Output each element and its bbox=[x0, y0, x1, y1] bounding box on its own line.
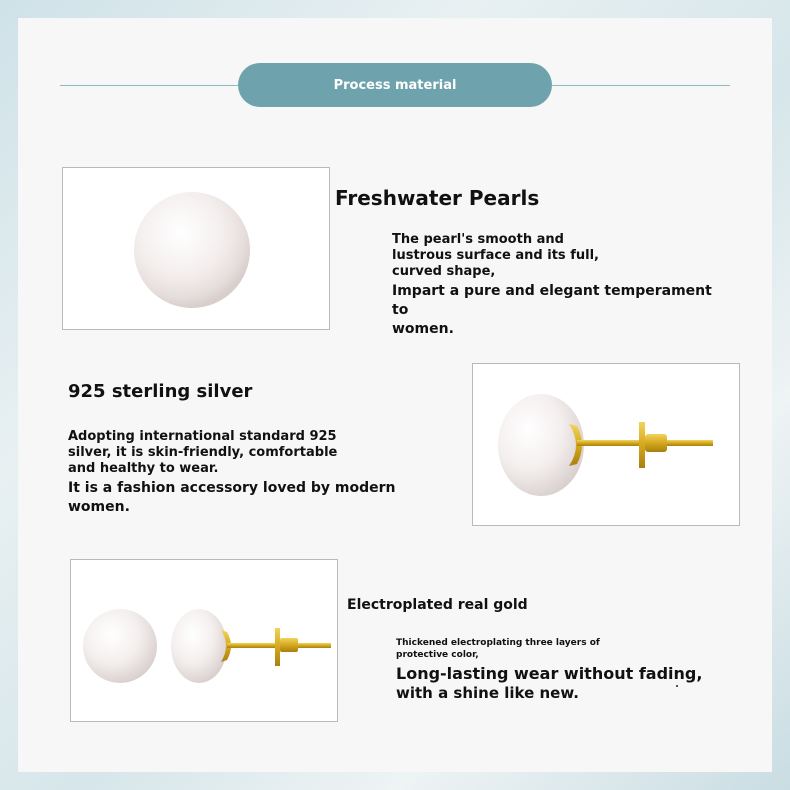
section-header-pill: Process material bbox=[238, 63, 552, 107]
section-desc-gold bbox=[396, 637, 736, 703]
desc-highlight-line: with a shine like new. bbox=[396, 684, 579, 702]
desc-highlight bbox=[68, 479, 438, 517]
desc-highlight-line: It is a fashion accessory loved by modern bbox=[68, 480, 396, 496]
divider-left bbox=[60, 85, 240, 86]
section-title-pearls: Freshwater Pearls bbox=[335, 186, 540, 210]
desc-line: The pearl's smooth and bbox=[392, 232, 564, 247]
section-title-gold: Electroplated real gold bbox=[347, 597, 528, 613]
section-title-silver: 925 sterling silver bbox=[68, 381, 253, 402]
desc-highlight-line: Impart a pure and elegant temperament to bbox=[392, 283, 712, 318]
desc-line: protective color, bbox=[396, 650, 479, 660]
desc-line: Adopting international standard 925 bbox=[68, 429, 337, 444]
desc-line: and healthy to wear. bbox=[68, 461, 219, 476]
desc-line: Thickened electroplating three layers of bbox=[396, 638, 600, 648]
earring-pair-image-frame bbox=[70, 559, 338, 722]
pearl-image bbox=[63, 168, 331, 331]
divider-right bbox=[550, 85, 730, 86]
desc-highlight-line: women. bbox=[68, 499, 130, 515]
section-desc-silver bbox=[68, 429, 438, 517]
desc-line: curved shape, bbox=[392, 264, 496, 279]
desc-highlight-line: women. bbox=[392, 321, 454, 337]
earring-side-image bbox=[473, 364, 741, 527]
pearl-image-frame bbox=[62, 167, 330, 330]
desc-line: silver, it is skin-friendly, comfortable bbox=[68, 445, 338, 460]
desc-highlight-line: Long-lasting wear without fading, bbox=[396, 664, 703, 683]
desc-highlight bbox=[396, 664, 736, 703]
desc-line: lustrous surface and its full, bbox=[392, 248, 599, 263]
decorative-dot bbox=[676, 685, 678, 687]
section-desc-pearls bbox=[392, 232, 732, 339]
desc-highlight bbox=[392, 282, 732, 339]
earring-side-image-frame bbox=[472, 363, 740, 526]
earring-pair-image bbox=[71, 560, 339, 723]
